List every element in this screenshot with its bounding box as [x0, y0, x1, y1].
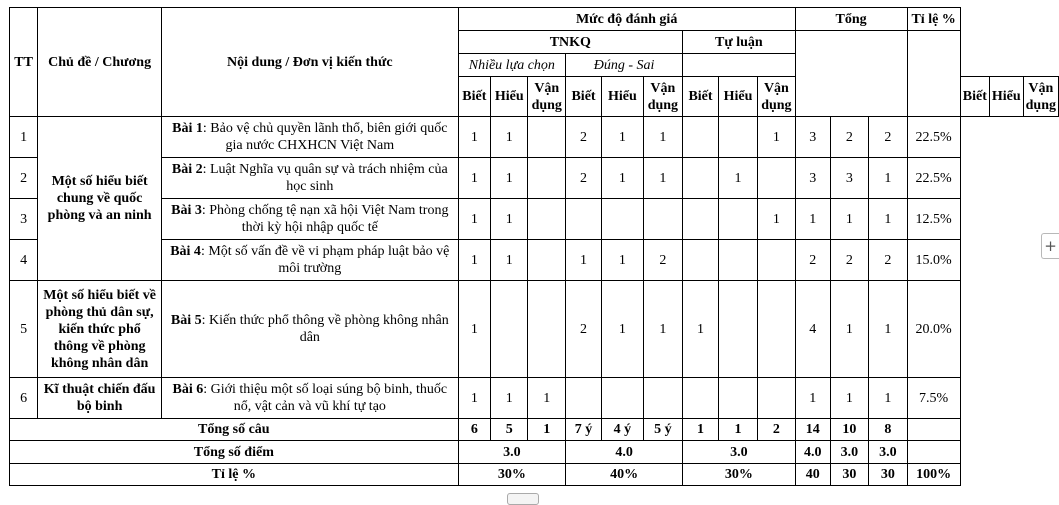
- row-number: 3: [10, 199, 38, 240]
- total-questions-cell: 1: [528, 419, 566, 441]
- total-points-essay: 3.0: [683, 441, 796, 464]
- value-cell: [758, 240, 796, 281]
- value-cell: 1: [643, 158, 682, 199]
- level-header-cell: Biết: [458, 77, 490, 117]
- value-cell: 15.0%: [907, 240, 960, 281]
- value-cell: 1: [528, 378, 566, 419]
- header-total: Tổng: [795, 8, 907, 31]
- table-row: [10, 240, 1059, 281]
- total-questions-cell: 2: [758, 419, 796, 441]
- row-number: 1: [10, 117, 38, 158]
- value-cell: 1: [458, 117, 490, 158]
- value-cell: 1: [869, 378, 907, 419]
- value-cell: 22.5%: [907, 158, 960, 199]
- content-cell: [162, 378, 459, 419]
- content-cell: [162, 117, 459, 158]
- value-cell: 1: [869, 199, 907, 240]
- value-cell: 1: [458, 281, 490, 378]
- data-rows: [10, 117, 1059, 419]
- table-row: [10, 199, 1059, 240]
- total-questions-cell: 4 ý: [601, 419, 643, 441]
- ratio-tf: 40%: [566, 464, 683, 486]
- value-cell: [528, 281, 566, 378]
- value-cell: 20.0%: [907, 281, 960, 378]
- content-cell: [162, 158, 459, 199]
- value-cell: [566, 199, 602, 240]
- lesson-label: Bài 3: [171, 203, 202, 218]
- value-cell: [718, 378, 757, 419]
- value-cell: 1: [869, 158, 907, 199]
- total-questions-row: [10, 419, 1059, 441]
- value-cell: 1: [830, 199, 868, 240]
- level-header-cell: Biết: [566, 77, 602, 117]
- total-points-biet: 4.0: [795, 441, 830, 464]
- total-questions-cell: 1: [683, 419, 719, 441]
- level-header-cell: Vận dụng: [643, 77, 682, 117]
- level-header-cell: Vận dụng: [758, 77, 796, 117]
- ratio-mc: 30%: [458, 464, 565, 486]
- scroll-handle[interactable]: [507, 493, 539, 505]
- value-cell: 1: [458, 378, 490, 419]
- level-header-cell: Biết: [683, 77, 719, 117]
- value-cell: 1: [830, 378, 868, 419]
- lesson-label: Bài 2: [171, 162, 203, 177]
- value-cell: 22.5%: [907, 117, 960, 158]
- value-cell: [758, 281, 796, 378]
- row-number: 6: [10, 378, 38, 419]
- value-cell: [566, 378, 602, 419]
- table-row: [10, 117, 1059, 158]
- value-cell: 1: [491, 240, 528, 281]
- ratio-row: [10, 464, 1059, 486]
- value-cell: 1: [601, 240, 643, 281]
- value-cell: 1: [601, 281, 643, 378]
- level-header-cell: Hiểu: [601, 77, 643, 117]
- ratio-biet: 40: [795, 464, 830, 486]
- ratio-total: 100%: [907, 464, 960, 486]
- row-number: 4: [10, 240, 38, 281]
- value-cell: 4: [795, 281, 830, 378]
- header-tnkq: TNKQ: [458, 31, 682, 54]
- row-number: 5: [10, 281, 38, 378]
- header-topic: Chủ đề / Chương: [38, 8, 162, 117]
- value-cell: [528, 117, 566, 158]
- header-multiple-choice: Nhiều lựa chọn: [458, 54, 565, 77]
- value-cell: [601, 378, 643, 419]
- value-cell: 2: [566, 117, 602, 158]
- level-header-cell: Vận dụng: [1023, 77, 1058, 117]
- value-cell: 3: [795, 117, 830, 158]
- value-cell: 3: [830, 158, 868, 199]
- value-cell: [718, 199, 757, 240]
- value-cell: 1: [491, 199, 528, 240]
- lesson-label: Bài 1: [172, 121, 203, 136]
- value-cell: [718, 117, 757, 158]
- topic-cell: Một số hiểu biết về phòng thủ dân sự, kiến thức phổ thông về phòng không nhân dân: [38, 281, 162, 378]
- header-ratio: Tỉ lệ %: [907, 8, 960, 31]
- total-questions-label: Tổng số câu: [10, 419, 459, 441]
- value-cell: 7.5%: [907, 378, 960, 419]
- value-cell: 2: [830, 117, 868, 158]
- value-cell: [528, 158, 566, 199]
- ratio-label: Tỉ lệ %: [10, 464, 459, 486]
- value-cell: [601, 199, 643, 240]
- total-questions-cell: 7 ý: [566, 419, 602, 441]
- value-cell: 2: [643, 240, 682, 281]
- value-cell: [683, 199, 719, 240]
- header-true-false: Đúng - Sai: [566, 54, 683, 77]
- total-questions-cell: 10: [830, 419, 868, 441]
- value-cell: 1: [491, 158, 528, 199]
- value-cell: 2: [795, 240, 830, 281]
- value-cell: [718, 240, 757, 281]
- value-cell: [683, 117, 719, 158]
- value-cell: 2: [566, 158, 602, 199]
- value-cell: [758, 378, 796, 419]
- value-cell: 1: [758, 199, 796, 240]
- total-questions-cell: 14: [795, 419, 830, 441]
- value-cell: [643, 199, 682, 240]
- value-cell: 1: [601, 117, 643, 158]
- table-row: [10, 281, 1059, 378]
- value-cell: 2: [869, 240, 907, 281]
- value-cell: [528, 199, 566, 240]
- value-cell: 1: [458, 240, 490, 281]
- total-points-hieu: 3.0: [830, 441, 868, 464]
- total-questions-cell: 1: [718, 419, 757, 441]
- lesson-label: Bài 5: [170, 313, 202, 328]
- value-cell: 2: [869, 117, 907, 158]
- value-cell: 1: [718, 158, 757, 199]
- value-cell: 2: [830, 240, 868, 281]
- expand-plus-button[interactable]: +: [1041, 233, 1059, 259]
- value-cell: 1: [795, 199, 830, 240]
- header-total-blank: [795, 31, 907, 117]
- ratio-hieu: 30: [830, 464, 868, 486]
- header-assessment: Mức độ đánh giá: [458, 8, 795, 31]
- level-header-cell: Vận dụng: [528, 77, 566, 117]
- value-cell: 3: [795, 158, 830, 199]
- content-cell: [162, 281, 459, 378]
- lesson-description: : Bảo vệ chủ quyền lãnh thổ, biên giới quốc gia nước CHXHCN Việt Nam: [202, 121, 448, 153]
- level-header-cell: Hiểu: [491, 77, 528, 117]
- value-cell: 1: [491, 117, 528, 158]
- value-cell: [643, 378, 682, 419]
- total-points-vd: 3.0: [869, 441, 907, 464]
- value-cell: 1: [795, 378, 830, 419]
- header-tt: TT: [10, 8, 38, 117]
- lesson-description: : Giới thiệu một số loại súng bộ binh, thuốc nổ, vật cản và vũ khí tự tạo: [203, 382, 448, 414]
- lesson-description: : Kiến thức phổ thông về phòng không nhân dân: [201, 313, 449, 345]
- value-cell: [683, 158, 719, 199]
- value-cell: [718, 281, 757, 378]
- level-header-cell: Hiểu: [718, 77, 757, 117]
- ratio-essay: 30%: [683, 464, 796, 486]
- value-cell: 1: [683, 281, 719, 378]
- total-points-mc: 3.0: [458, 441, 565, 464]
- value-cell: 1: [601, 158, 643, 199]
- header-essay-blank: [683, 54, 796, 77]
- lesson-description: : Luật Nghĩa vụ quân sự và trách nhiệm của học sinh: [202, 162, 448, 194]
- assessment-matrix-table: [9, 7, 1059, 486]
- total-questions-cell: 5 ý: [643, 419, 682, 441]
- topic-cell: Kĩ thuật chiến đấu bộ binh: [38, 378, 162, 419]
- value-cell: 1: [458, 158, 490, 199]
- total-points-ratio: [907, 441, 960, 464]
- table-row: [10, 158, 1059, 199]
- content-cell: [162, 240, 459, 281]
- value-cell: 12.5%: [907, 199, 960, 240]
- ratio-vd: 30: [869, 464, 907, 486]
- row-number: 2: [10, 158, 38, 199]
- value-cell: 1: [830, 281, 868, 378]
- total-points-label: Tổng số điểm: [10, 441, 459, 464]
- value-cell: [683, 240, 719, 281]
- header-essay: Tự luận: [683, 31, 796, 54]
- total-points-row: [10, 441, 1059, 464]
- content-cell: [162, 199, 459, 240]
- value-cell: 2: [566, 281, 602, 378]
- level-header-cell: Hiểu: [989, 77, 1023, 117]
- value-cell: [491, 281, 528, 378]
- header-ratio-blank: [907, 31, 960, 117]
- value-cell: 1: [643, 281, 682, 378]
- level-header-cell: Biết: [960, 77, 989, 117]
- header-content: Nội dung / Đơn vị kiến thức: [162, 8, 459, 117]
- value-cell: 1: [491, 378, 528, 419]
- lesson-label: Bài 4: [170, 244, 201, 259]
- value-cell: [683, 378, 719, 419]
- value-cell: 1: [643, 117, 682, 158]
- value-cell: [528, 240, 566, 281]
- value-cell: [758, 158, 796, 199]
- value-cell: 1: [566, 240, 602, 281]
- total-questions-cell: 8: [869, 419, 907, 441]
- total-questions-cell: 5: [491, 419, 528, 441]
- value-cell: 1: [458, 199, 490, 240]
- lesson-label: Bài 6: [172, 382, 204, 397]
- total-questions-cell: 6: [458, 419, 490, 441]
- value-cell: 1: [758, 117, 796, 158]
- table-row: [10, 378, 1059, 419]
- total-questions-cell: [907, 419, 960, 441]
- total-points-tf: 4.0: [566, 441, 683, 464]
- lesson-description: : Một số vấn đề về vi phạm pháp luật bảo vệ môi trường: [200, 244, 450, 276]
- value-cell: 1: [869, 281, 907, 378]
- lesson-description: : Phòng chống tệ nạn xã hội Việt Nam trong thời kỳ hội nhập quốc tế: [201, 203, 449, 235]
- topic-cell: Một số hiểu biết chung về quốc phòng và an ninh: [38, 117, 162, 281]
